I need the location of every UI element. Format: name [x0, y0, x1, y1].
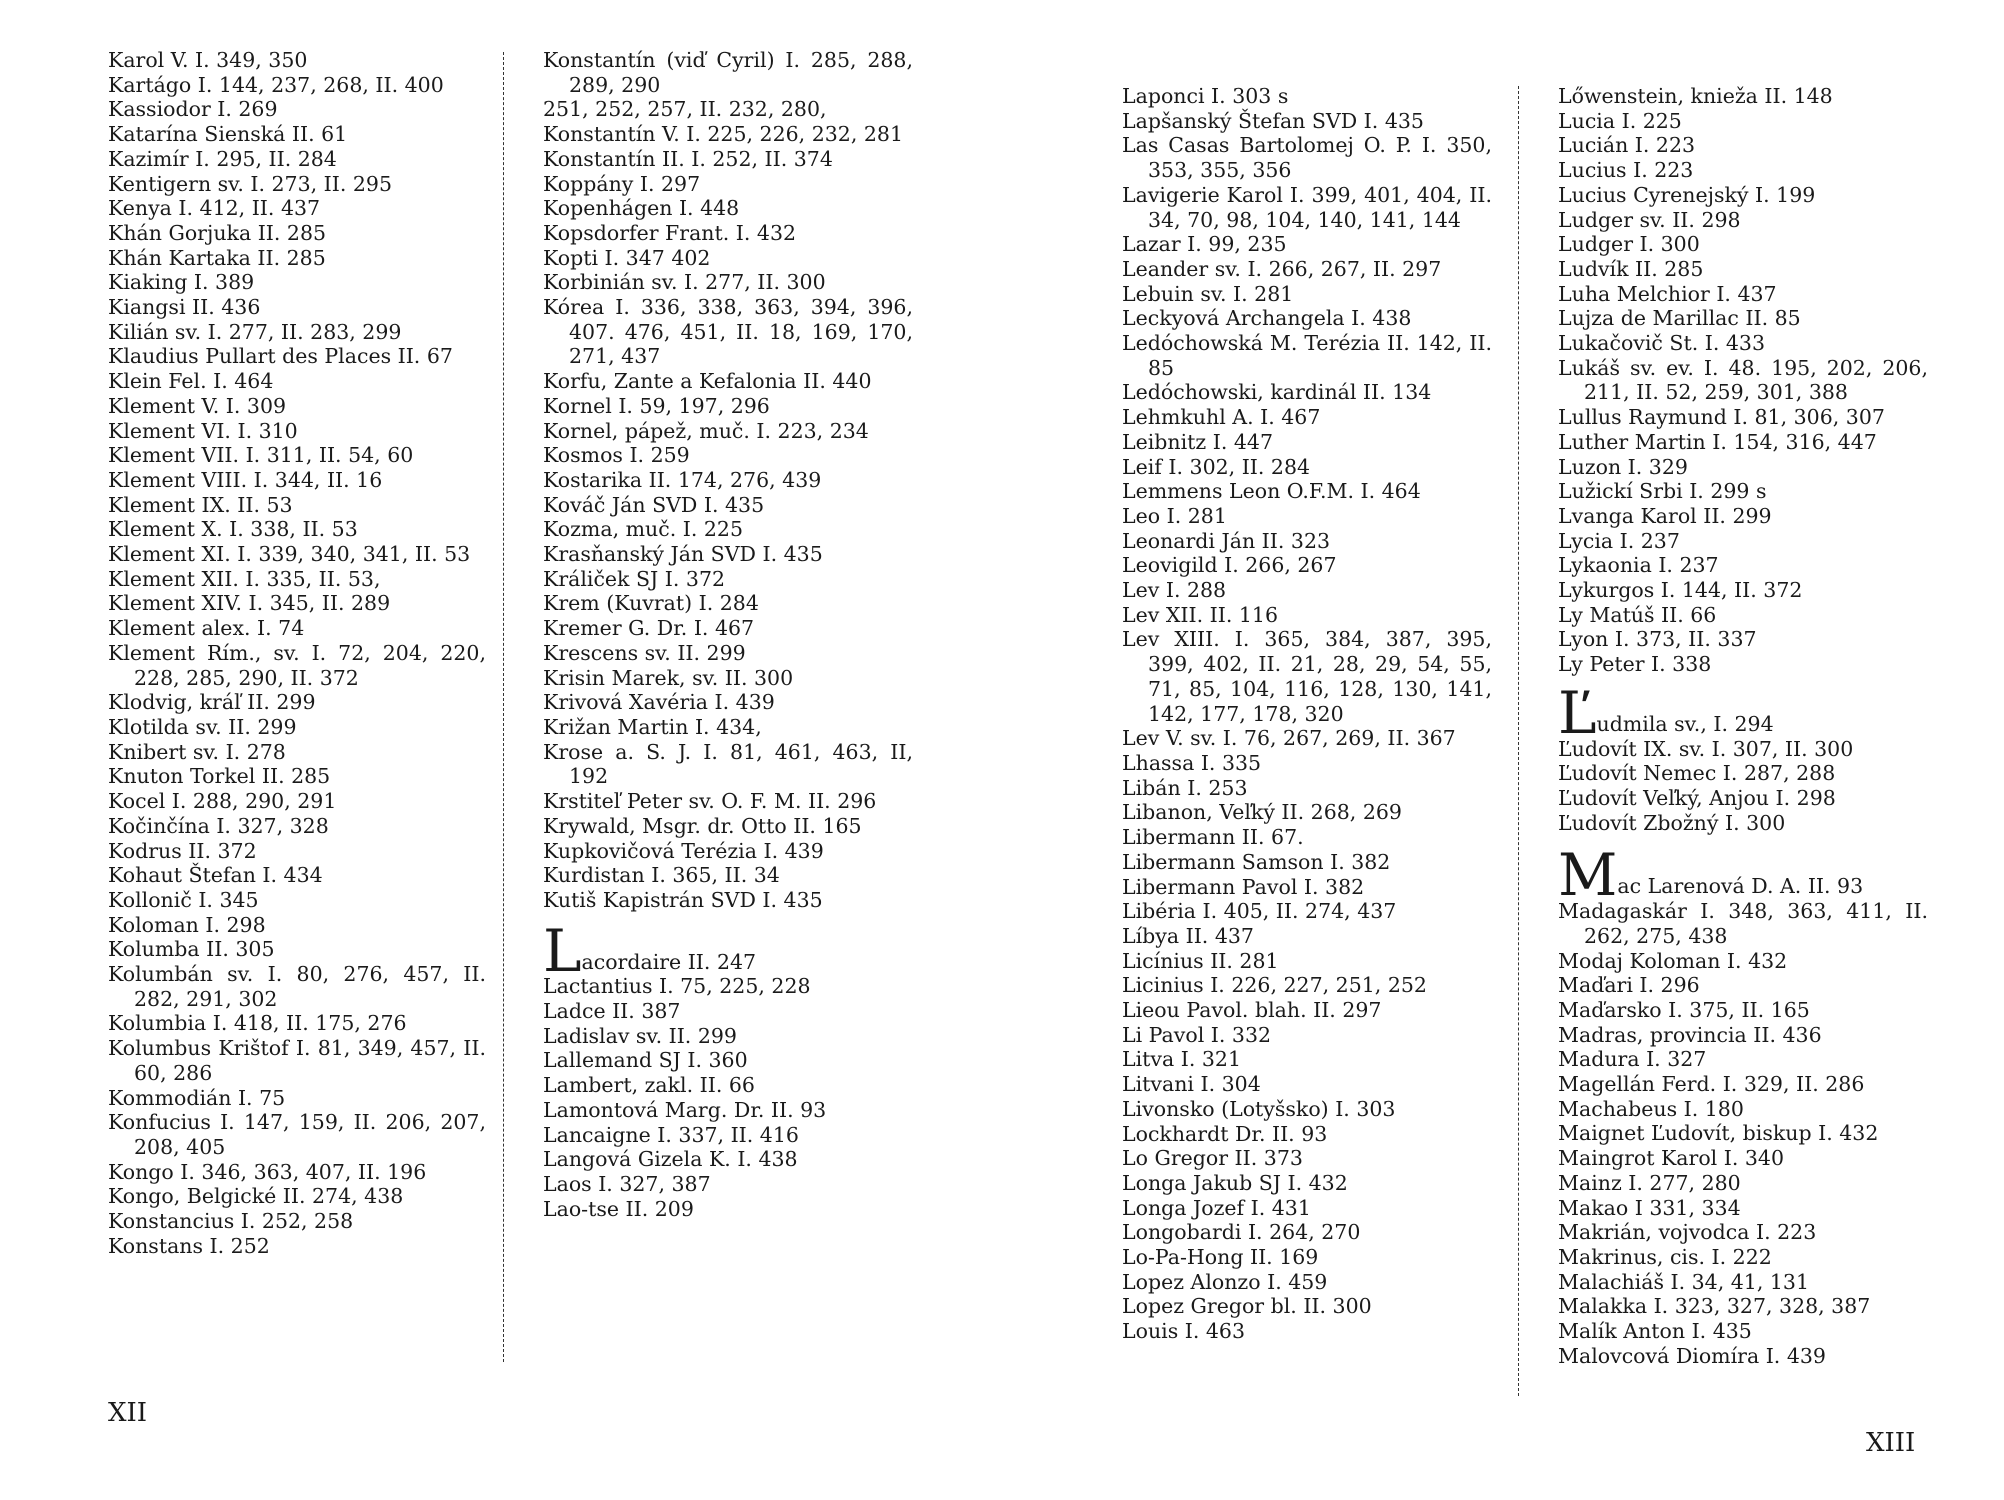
index-entry: Louis I. 463: [1122, 1319, 1246, 1344]
index-entry: Modaj Koloman I. 432: [1558, 948, 1788, 973]
index-entry: Klotilda sv. II. 299: [108, 714, 297, 739]
index-entry: Konfucius I. 147, 159, II. 206, 207, 208, 405: [108, 1110, 486, 1159]
index-entry: Koloman I. 298: [108, 912, 266, 937]
index-entry: Kornel I. 59, 197, 296: [543, 393, 770, 418]
index-entry: Klement Rím., sv. I. 72, 204, 220, 228, 285, 290, II. 372: [108, 640, 486, 690]
index-entry: Lycia I. 237: [1558, 528, 1680, 553]
index-entry: Kremer G. Dr. I. 467: [543, 616, 755, 641]
index-entry: Luther Martin I. 154, 316, 447: [1558, 429, 1877, 454]
index-entry: Langová Gizela K. I. 438: [543, 1147, 798, 1172]
index-entry: Kurdistan I. 365, II. 34: [543, 863, 780, 888]
index-entry: Lopez Alonzo I. 459: [1122, 1269, 1328, 1294]
right-page-column-divider: [1518, 86, 1519, 1396]
index-entry: Ladislav sv. II. 299: [543, 1023, 737, 1048]
index-entry: Lukačovič St. I. 433: [1558, 331, 1765, 356]
initial-letter: Ľ: [1558, 678, 1597, 747]
index-entry: Klement VI. I. 310: [108, 418, 298, 443]
index-entry: Klaudius Pullart des Places II. 67: [108, 344, 453, 369]
initial-entry-rest: ac Larenová D. A. II. 93: [1617, 874, 1864, 899]
index-entry: Mainz I. 277, 280: [1558, 1170, 1741, 1195]
index-entry: Litva I. 321: [1122, 1047, 1241, 1072]
index-entry: Krasňanský Ján SVD I. 435: [543, 542, 823, 567]
index-entry: Leovigild I. 266, 267: [1122, 553, 1337, 578]
index-entry: Lyon I. 373, II. 337: [1558, 627, 1757, 652]
index-entry: Krisin Marek, sv. II. 300: [543, 665, 794, 690]
index-entry: Kopenhágen I. 448: [543, 196, 740, 221]
index-entry: Ludvík II. 285: [1558, 256, 1704, 281]
index-entry: Kolumbus Krištof I. 81, 349, 457, II. 60, 286: [108, 1036, 486, 1085]
index-entry: Licinius I. 226, 227, 251, 252: [1122, 973, 1427, 998]
index-entry: Lieou Pavol. blah. II. 297: [1122, 998, 1382, 1023]
right-page-column-1: [1122, 84, 1492, 1344]
index-entry: Králiček SJ I. 372: [543, 566, 726, 591]
index-entry: Lukáš sv. ev. I. 48. 195, 202, 206, 211, II. 52, 259, 301, 388: [1558, 355, 1928, 405]
index-entry: Libermann Samson I. 382: [1122, 849, 1391, 874]
index-entry: Klein Fel. I. 464: [108, 369, 274, 394]
index-entry: Krstiteľ Peter sv. O. F. M. II. 296: [543, 789, 877, 814]
page-number-left: XII: [108, 1398, 148, 1428]
index-entry: Laos I. 327, 387: [543, 1171, 711, 1196]
index-entry: Ly Matúš II. 66: [1558, 602, 1717, 627]
index-entry: Lancaigne I. 337, II. 416: [543, 1122, 799, 1147]
index-entry: Leif I. 302, II. 284: [1122, 454, 1311, 479]
index-entry: Libéria I. 405, II. 274, 437: [1122, 899, 1397, 924]
index-entry: Kolumba II. 305: [108, 937, 275, 962]
index-entry: Leonardi Ján II. 323: [1122, 528, 1331, 553]
index-entry: Ľudovít IX. sv. I. 307, II. 300: [1558, 736, 1854, 761]
index-entry: Kosmos I. 259: [543, 443, 690, 468]
left-page-column-1: [108, 48, 486, 1258]
index-entry: Kováč Ján SVD I. 435: [543, 492, 765, 517]
index-entry: Klement XI. I. 339, 340, 341, II. 53: [108, 542, 471, 567]
index-entry: Kiaking I. 389: [108, 270, 255, 295]
index-entry: Las Casas Bartolomej O. P. I. 350, 353, 355, 356: [1122, 133, 1492, 183]
index-entry: Lemmens Leon O.F.M. I. 464: [1122, 479, 1421, 504]
index-entry: Lucius Cyrenejský I. 199: [1558, 182, 1816, 207]
index-entry: Krem (Kuvrat) I. 284: [543, 591, 759, 616]
index-entry: Longa Jakub SJ I. 432: [1122, 1170, 1348, 1195]
index-entry: Klement XIV. I. 345, II. 289: [108, 591, 391, 616]
index-entry: Lo-Pa-Hong II. 169: [1122, 1245, 1319, 1270]
index-entry: Klodvig, kráľ II. 299: [108, 690, 316, 715]
index-entry: Kolumbia I. 418, II. 175, 276: [108, 1011, 407, 1036]
index-entry: Lužickí Srbi I. 299 s: [1558, 479, 1767, 504]
index-entry: Klement X. I. 338, II. 53: [108, 517, 358, 542]
index-entry: Lucián I. 223: [1558, 133, 1696, 158]
index-entry: Kentigern sv. I. 273, II. 295: [108, 171, 393, 196]
index-entry: Kassiodor I. 269: [108, 97, 278, 122]
index-entry: Lev V. sv. I. 76, 267, 269, II. 367: [1122, 726, 1456, 751]
index-entry: Korfu, Zante a Kefalonia II. 440: [543, 369, 872, 394]
initial-entry-rest: udmila sv., I. 294: [1596, 711, 1774, 736]
index-entry: Makrinus, cis. I. 222: [1558, 1244, 1772, 1269]
index-entry: Korbinián sv. I. 277, II. 300: [543, 270, 826, 295]
index-entry: Lapšanský Štefan SVD I. 435: [1122, 108, 1424, 133]
index-entry: Lebuin sv. I. 281: [1122, 281, 1294, 306]
index-entry: Kornel, pápež, muč. I. 223, 234: [543, 418, 869, 443]
index-entry: Lamontová Marg. Dr. II. 93: [543, 1097, 827, 1122]
index-entry: Kohaut Štefan I. 434: [108, 863, 323, 888]
index-entry: Knuton Torkel II. 285: [108, 764, 331, 789]
index-entry: Lazar I. 99, 235: [1122, 232, 1287, 257]
index-entry: Malovcová Diomíra I. 439: [1558, 1343, 1826, 1368]
index-entry: Kenya I. 412, II. 437: [108, 196, 321, 221]
page-number-right: XIII: [1866, 1428, 1916, 1458]
index-entry: Kartágo I. 144, 237, 268, II. 400: [108, 72, 444, 97]
index-entry: Lev I. 288: [1122, 578, 1227, 603]
index-entry: Maingrot Karol I. 340: [1558, 1146, 1785, 1171]
index-entry: Livonsko (Lotyšsko) I. 303: [1122, 1096, 1396, 1121]
index-entry: Kongo, Belgické II. 274, 438: [108, 1184, 404, 1209]
index-entry: Madras, provincia II. 436: [1558, 1022, 1822, 1047]
left-page-column-divider: [503, 52, 504, 1362]
index-entry: Libermann II. 67.: [1122, 825, 1304, 850]
index-entry: Maďari I. 296: [1558, 973, 1700, 998]
index-entry: Malakka I. 323, 327, 328, 387: [1558, 1294, 1871, 1319]
index-entry: Ladce II. 387: [543, 999, 681, 1024]
index-entry: Lykaonia I. 237: [1558, 553, 1719, 578]
index-entry: Líbya II. 437: [1122, 923, 1254, 948]
index-entry: Ľudovít Zbožný I. 300: [1558, 810, 1786, 835]
index-entry: Lev XIII. I. 365, 384, 387, 395, 399, 402, II. 21, 28, 29, 54, 55, 71, 85, 104, 116, 128, 130, 141, 142, 177, 178, 320: [1122, 627, 1492, 726]
index-entry: Machabeus I. 180: [1558, 1096, 1744, 1121]
index-entry: Libermann Pavol I. 382: [1122, 874, 1365, 899]
index-entry: Lvanga Karol II. 299: [1558, 503, 1772, 528]
section-initial-M: [1558, 841, 1928, 910]
index-entry: Makrián, vojvodca I. 223: [1558, 1220, 1817, 1245]
index-entry: Kodrus II. 372: [108, 838, 257, 863]
initial-entry-rest: acordaire II. 247: [581, 949, 757, 974]
index-entry: Kostarika II. 174, 276, 439: [543, 467, 822, 492]
index-entry: Maďarsko I. 375, II. 165: [1558, 997, 1810, 1022]
index-entry: Ly Peter I. 338: [1558, 652, 1712, 677]
index-entry: Konstantín V. I. 225, 226, 232, 281: [543, 122, 904, 147]
index-entry: Knibert sv. I. 278: [108, 739, 286, 764]
index-entry: Kozma, muč. I. 225: [543, 517, 744, 542]
index-entry: Kutiš Kapistrán SVD I. 435: [543, 887, 823, 912]
index-entry: Krywald, Msgr. dr. Otto II. 165: [543, 813, 862, 838]
index-entry: Kommodián I. 75: [108, 1085, 286, 1110]
index-entry: Konstans I. 252: [108, 1233, 270, 1258]
index-entry: Kočinčína I. 327, 328: [108, 813, 329, 838]
index-entry: Libán I. 253: [1122, 775, 1248, 800]
index-entry: Kocel I. 288, 290, 291: [108, 789, 337, 814]
index-entry: Klement VIII. I. 344, II. 16: [108, 467, 383, 492]
index-entry: Maignet Ľudovít, biskup I. 432: [1558, 1121, 1879, 1146]
index-entry: Ludger I. 300: [1558, 232, 1700, 257]
index-entry: Kiangsi II. 436: [108, 295, 261, 320]
index-entry: Klement VII. I. 311, II. 54, 60: [108, 443, 414, 468]
index-entry: Kazimír I. 295, II. 284: [108, 146, 337, 171]
index-entry: Lhassa I. 335: [1122, 750, 1262, 775]
index-entry: Lev XII. II. 116: [1122, 602, 1279, 627]
index-entry: Lujza de Marillac II. 85: [1558, 306, 1801, 331]
index-entry: Lockhardt Dr. II. 93: [1122, 1121, 1328, 1146]
section-initial-L: [543, 916, 913, 985]
index-entry: Klement IX. II. 53: [108, 492, 293, 517]
index-entry: Kórea I. 336, 338, 363, 394, 396, 407. 476, 451, II. 18, 169, 170, 271, 437: [543, 295, 913, 369]
index-entry: Kopti I. 347 402: [543, 245, 711, 270]
index-entry: Lao-tse II. 209: [543, 1196, 694, 1221]
index-entry: Koppány I. 297: [543, 171, 701, 196]
index-entry: Lucia I. 225: [1558, 108, 1682, 133]
index-entry: 251, 252, 257, II. 232, 280,: [543, 97, 827, 122]
index-entry: Konstantín II. I. 252, II. 374: [543, 146, 833, 171]
index-entry: Križan Martin I. 434,: [543, 714, 762, 739]
index-entry: Malík Anton I. 435: [1558, 1319, 1752, 1344]
index-entry: Konstancius I. 252, 258: [108, 1209, 354, 1234]
index-entry: Madagaskár I. 348, 363, 411, II. 262, 275, 438: [1558, 899, 1928, 948]
index-entry: Kollonič I. 345: [108, 887, 259, 912]
index-entry: Konstantín (viď Cyril) I. 285, 288, 289, 290: [543, 48, 913, 97]
index-entry: Laponci I. 303 s: [1122, 84, 1289, 108]
index-entry: Lambert, zakl. II. 66: [543, 1073, 755, 1098]
index-entry: Klement XII. I. 335, II. 53,: [108, 566, 381, 591]
index-entry: Ledóchowská M. Terézia II. 142, II. 85: [1122, 331, 1492, 380]
left-page-column-2: [543, 48, 913, 1221]
index-entry: Leander sv. I. 266, 267, II. 297: [1122, 256, 1442, 281]
index-entry: Lucius I. 223: [1558, 158, 1694, 183]
index-entry: Lavigerie Karol I. 399, 401, 404, II. 34, 70, 98, 104, 140, 141, 144: [1122, 182, 1492, 232]
index-entry: Karol V. I. 349, 350: [108, 48, 308, 72]
index-entry: Leckyová Archangela I. 438: [1122, 306, 1412, 331]
index-entry: Klement alex. I. 74: [108, 616, 305, 641]
index-entry: Makao I 331, 334: [1558, 1195, 1741, 1220]
index-entry: Malachiáš I. 34, 41, 131: [1558, 1269, 1809, 1294]
index-entry: Kopsdorfer Frant. I. 432: [543, 220, 797, 245]
index-entry: Khán Kartaka II. 285: [108, 245, 326, 270]
index-entry: Libanon, Veľký II. 268, 269: [1122, 800, 1402, 825]
index-entry: Kupkovičová Terézia I. 439: [543, 838, 824, 863]
index-entry: Lőwenstein, knieža II. 148: [1558, 84, 1833, 108]
section-initial-L-caron: [1558, 678, 1928, 747]
index-entry: Khán Gorjuka II. 285: [108, 220, 327, 245]
index-entry: Magellán Ferd. I. 329, II. 286: [1558, 1072, 1865, 1097]
index-entry: Lehmkuhl A. I. 467: [1122, 405, 1321, 430]
index-entry: Lykurgos I. 144, II. 372: [1558, 578, 1803, 603]
index-entry: Longobardi I. 264, 270: [1122, 1220, 1361, 1245]
index-entry: Longa Jozef I. 431: [1122, 1195, 1311, 1220]
index-entry: Lopez Gregor bl. II. 300: [1122, 1294, 1372, 1319]
index-entry: Klement V. I. 309: [108, 393, 287, 418]
index-entry: Litvani I. 304: [1122, 1072, 1261, 1097]
index-entry: Kongo I. 346, 363, 407, II. 196: [108, 1159, 427, 1184]
index-entry: Kilián sv. I. 277, II. 283, 299: [108, 319, 402, 344]
right-page-column-2: [1558, 84, 1928, 1368]
index-entry: Li Pavol I. 332: [1122, 1022, 1272, 1047]
index-entry: Katarína Sienská II. 61: [108, 122, 348, 147]
index-entry: Leibnitz I. 447: [1122, 429, 1273, 454]
index-entry: Krescens sv. II. 299: [543, 640, 746, 665]
index-entry: Krose a. S. J. I. 81, 461, 463, II, 192: [543, 739, 913, 789]
index-entry: Lullus Raymund I. 81, 306, 307: [1558, 405, 1885, 430]
index-entry: Leo I. 281: [1122, 503, 1227, 528]
index-entry: Ludger sv. II. 298: [1558, 207, 1741, 232]
index-entry: Ledóchowski, kardinál II. 134: [1122, 380, 1432, 405]
index-entry: Lo Gregor II. 373: [1122, 1146, 1303, 1171]
index-entry: Lallemand SJ I. 360: [543, 1048, 748, 1073]
initial-letter: L: [543, 916, 582, 985]
index-entry: Ľudovít Nemec I. 287, 288: [1558, 761, 1836, 786]
index-entry: Licínius II. 281: [1122, 948, 1279, 973]
index-entry: Madura I. 327: [1558, 1047, 1707, 1072]
index-entry: Ľudovít Veľký, Anjou I. 298: [1558, 785, 1836, 810]
index-entry: Luzon I. 329: [1558, 454, 1688, 479]
index-entry: Krivová Xavéria I. 439: [543, 690, 775, 715]
index-entry: Lactantius I. 75, 225, 228: [543, 974, 811, 999]
index-entry: Luha Melchior I. 437: [1558, 281, 1777, 306]
index-entry: Kolumbán sv. I. 80, 276, 457, II. 282, 291, 302: [108, 962, 486, 1011]
initial-letter: M: [1558, 841, 1618, 910]
